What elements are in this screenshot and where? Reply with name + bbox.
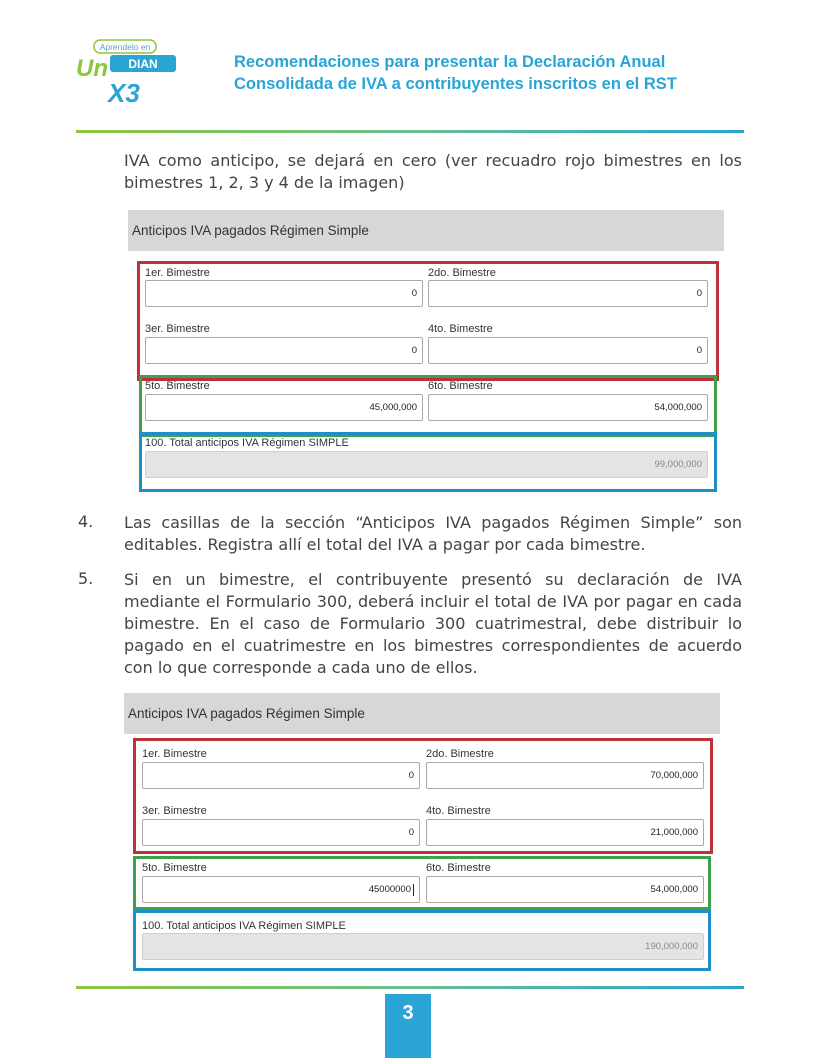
form2-panel xyxy=(124,693,720,975)
form1-field-b6[interactable]: 54,000,000 xyxy=(428,394,708,421)
header-title-line2: Consolidada de IVA a contribuyentes inscritos en el RST xyxy=(234,75,677,93)
logo-unx3-dian xyxy=(76,38,186,108)
form2-field-b2[interactable]: 70,000,000 xyxy=(426,762,704,789)
form1-label-b6: 6to. Bimestre xyxy=(428,380,493,392)
list-item-5-line4: pagado en el cuatrimestre en los bimestres correspondientes de acuerdo xyxy=(124,636,742,655)
form1-label-b3: 3er. Bimestre xyxy=(145,323,210,335)
form2-label-total: 100. Total anticipos IVA Régimen SIMPLE xyxy=(142,920,346,932)
form1-label-b4: 4to. Bimestre xyxy=(428,323,493,335)
form2-label-b6: 6to. Bimestre xyxy=(426,862,491,874)
list-item-5-text xyxy=(124,569,742,679)
form2-section-title: Anticipos IVA pagados Régimen Simple xyxy=(124,693,720,734)
form1-field-b2[interactable]: 0 xyxy=(428,280,708,307)
list-item-5-line5: con lo que corresponde a cada uno de ellos. xyxy=(124,658,478,677)
form2-field-total: 190,000,000 xyxy=(142,933,704,960)
intro-line2: bimestres 1, 2, 3 y 4 de la imagen) xyxy=(124,173,405,192)
form2-label-b4: 4to. Bimestre xyxy=(426,805,491,817)
logo-brand-text: DIAN xyxy=(128,57,158,71)
form1-label-b2: 2do. Bimestre xyxy=(428,267,496,279)
list-item-5-line2: mediante el Formulario 300, deberá incluir el total de IVA por pagar en cada xyxy=(124,592,742,611)
list-item-4-number: 4. xyxy=(78,512,94,531)
form1-panel xyxy=(128,210,724,492)
header-title xyxy=(234,51,754,95)
form2-field-b6[interactable]: 54,000,000 xyxy=(426,876,704,903)
form1-field-total: 99,000,000 xyxy=(145,451,708,478)
form2-label-b5: 5to. Bimestre xyxy=(142,862,207,874)
form1-section-title: Anticipos IVA pagados Régimen Simple xyxy=(128,210,724,251)
form2-field-b4[interactable]: 21,000,000 xyxy=(426,819,704,846)
logo-x3-text: X3 xyxy=(108,78,140,108)
header-title-line1: Recomendaciones para presentar la Declaración Anual xyxy=(234,53,666,71)
list-item-4-text xyxy=(124,512,742,556)
header-divider xyxy=(76,130,744,133)
list-item-4-line1: Las casillas de la sección “Anticipos IVA pagados Régimen Simple” son xyxy=(124,513,742,532)
form1-field-b5[interactable]: 45,000,000 xyxy=(145,394,423,421)
form2-field-b5[interactable] xyxy=(142,876,420,903)
form2-label-b2: 2do. Bimestre xyxy=(426,748,494,760)
form1-label-total: 100. Total anticipos IVA Régimen SIMPLE xyxy=(145,437,349,449)
form1-label-b5: 5to. Bimestre xyxy=(145,380,210,392)
intro-paragraph xyxy=(124,150,742,194)
form2-label-b3: 3er. Bimestre xyxy=(142,805,207,817)
list-item-5-line3: bimestre. En el caso de Formulario 300 cuatrimestral, debe distribuir lo xyxy=(124,614,742,633)
list-item-5-number: 5. xyxy=(78,569,94,588)
form2-field-b1[interactable]: 0 xyxy=(142,762,420,789)
page-number: 3 xyxy=(385,994,431,1058)
intro-line1: IVA como anticipo, se dejará en cero (ver recuadro rojo bimestres en los xyxy=(124,151,742,170)
form2-label-b1: 1er. Bimestre xyxy=(142,748,207,760)
form1-field-b1[interactable]: 0 xyxy=(145,280,423,307)
list-item-5-line1: Si en un bimestre, el contribuyente presentó su declaración de IVA xyxy=(124,570,742,589)
logo-graphic xyxy=(76,38,186,108)
list-item-4-line2: editables. Registra allí el total del IVA a pagar por cada bimestre. xyxy=(124,535,646,554)
form1-field-b3[interactable]: 0 xyxy=(145,337,423,364)
text-caret xyxy=(413,884,414,896)
form1-label-b1: 1er. Bimestre xyxy=(145,267,210,279)
footer-divider xyxy=(76,986,744,989)
form2-field-b3[interactable]: 0 xyxy=(142,819,420,846)
logo-un-text: Un xyxy=(76,55,108,82)
form1-field-b4[interactable]: 0 xyxy=(428,337,708,364)
form2-field-b5-value: 45000000 xyxy=(368,884,411,895)
logo-small-text: Aprendelo en xyxy=(99,42,151,52)
